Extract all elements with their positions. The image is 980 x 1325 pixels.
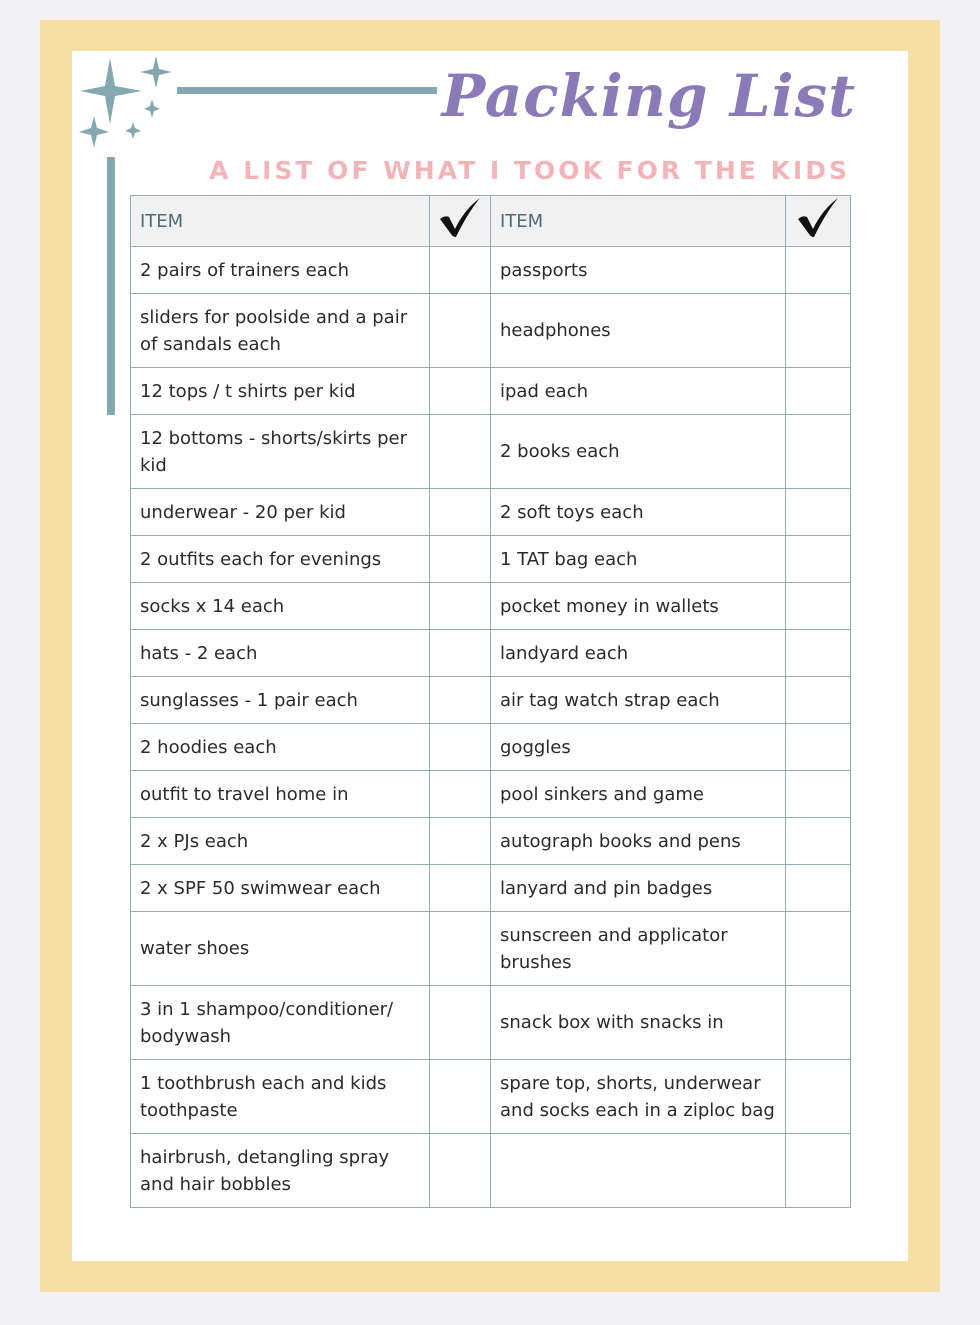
checkbox-cell[interactable] <box>786 771 851 818</box>
item-cell: sunscreen and applicator brushes <box>491 912 786 986</box>
item-cell: lanyard and pin badges <box>491 865 786 912</box>
checkbox-cell[interactable] <box>430 583 491 630</box>
checkbox-cell[interactable] <box>430 724 491 771</box>
table-row <box>131 247 851 294</box>
decorative-horizontal-line <box>177 87 437 94</box>
table-row <box>131 368 851 415</box>
checkbox-cell[interactable] <box>786 415 851 489</box>
table-row <box>131 677 851 724</box>
item-cell: ipad each <box>491 368 786 415</box>
item-cell: 1 toothbrush each and kids toothpaste <box>131 1060 430 1134</box>
checkbox-cell[interactable] <box>430 415 491 489</box>
item-cell: landyard each <box>491 630 786 677</box>
sparkle-icon <box>74 54 184 154</box>
checkbox-cell[interactable] <box>430 489 491 536</box>
table-row <box>131 1134 851 1208</box>
item-cell: 2 pairs of trainers each <box>131 247 430 294</box>
checkmark-icon <box>786 196 851 247</box>
item-cell: 1 TAT bag each <box>491 536 786 583</box>
checkmark-icon <box>430 196 491 247</box>
checkbox-cell[interactable] <box>430 368 491 415</box>
item-cell: sliders for poolside and a pair of sandals each <box>131 294 430 368</box>
checkbox-cell[interactable] <box>430 630 491 677</box>
checkbox-cell[interactable] <box>430 247 491 294</box>
checkbox-cell[interactable] <box>430 865 491 912</box>
checkbox-cell[interactable] <box>430 1134 491 1208</box>
checkbox-cell[interactable] <box>786 818 851 865</box>
item-cell: spare top, shorts, underwear and socks each in a ziploc bag <box>491 1060 786 1134</box>
item-cell: headphones <box>491 294 786 368</box>
table-row <box>131 912 851 986</box>
checkbox-cell[interactable] <box>786 489 851 536</box>
checkbox-cell[interactable] <box>430 818 491 865</box>
page-subtitle: A LIST OF WHAT I TOOK FOR THE KIDS <box>209 156 850 185</box>
table-row <box>131 583 851 630</box>
item-cell: 2 outfits each for evenings <box>131 536 430 583</box>
item-cell: 2 soft toys each <box>491 489 786 536</box>
table-row <box>131 986 851 1060</box>
checkbox-cell[interactable] <box>430 536 491 583</box>
item-cell: underwear - 20 per kid <box>131 489 430 536</box>
item-cell: outfit to travel home in <box>131 771 430 818</box>
checkbox-cell[interactable] <box>430 677 491 724</box>
checkbox-cell[interactable] <box>786 865 851 912</box>
item-cell: hats - 2 each <box>131 630 430 677</box>
table-row <box>131 489 851 536</box>
item-cell: goggles <box>491 724 786 771</box>
item-cell: pool sinkers and game <box>491 771 786 818</box>
item-cell: 2 hoodies each <box>131 724 430 771</box>
checkbox-cell[interactable] <box>786 986 851 1060</box>
checkbox-cell[interactable] <box>430 294 491 368</box>
item-cell: sunglasses - 1 pair each <box>131 677 430 724</box>
checkbox-cell[interactable] <box>786 1060 851 1134</box>
table-row <box>131 724 851 771</box>
item-cell <box>491 1134 786 1208</box>
checkbox-cell[interactable] <box>430 771 491 818</box>
table-row <box>131 415 851 489</box>
checkbox-cell[interactable] <box>786 912 851 986</box>
item-cell: 3 in 1 shampoo/conditioner/ bodywash <box>131 986 430 1060</box>
item-cell: pocket money in wallets <box>491 583 786 630</box>
checkbox-cell[interactable] <box>430 986 491 1060</box>
checkbox-cell[interactable] <box>786 677 851 724</box>
table-row <box>131 630 851 677</box>
item-cell: hairbrush, detangling spray and hair bobbles <box>131 1134 430 1208</box>
table-row <box>131 294 851 368</box>
item-cell: 2 books each <box>491 415 786 489</box>
table-row <box>131 771 851 818</box>
page-title: Packing List <box>441 62 856 130</box>
item-column-header-right: ITEM <box>491 196 786 247</box>
table-row <box>131 818 851 865</box>
table-row <box>131 1060 851 1134</box>
table-header-row <box>131 196 851 247</box>
checkbox-cell[interactable] <box>786 724 851 771</box>
item-cell: 12 bottoms - shorts/skirts per kid <box>131 415 430 489</box>
table-row <box>131 865 851 912</box>
item-cell: 12 tops / t shirts per kid <box>131 368 430 415</box>
checkbox-cell[interactable] <box>786 583 851 630</box>
checkbox-cell[interactable] <box>786 630 851 677</box>
item-cell: air tag watch strap each <box>491 677 786 724</box>
item-cell: 2 x SPF 50 swimwear each <box>131 865 430 912</box>
item-cell: passports <box>491 247 786 294</box>
item-cell: 2 x PJs each <box>131 818 430 865</box>
item-cell: water shoes <box>131 912 430 986</box>
decorative-vertical-line <box>107 157 115 415</box>
checkbox-cell[interactable] <box>786 1134 851 1208</box>
checkbox-cell[interactable] <box>786 368 851 415</box>
checkbox-cell[interactable] <box>430 1060 491 1134</box>
item-cell: autograph books and pens <box>491 818 786 865</box>
checkbox-cell[interactable] <box>430 912 491 986</box>
item-cell: snack box with snacks in <box>491 986 786 1060</box>
table-row <box>131 536 851 583</box>
checkbox-cell[interactable] <box>786 247 851 294</box>
packing-table <box>130 195 851 1208</box>
item-column-header-left: ITEM <box>131 196 430 247</box>
checkbox-cell[interactable] <box>786 536 851 583</box>
checkbox-cell[interactable] <box>786 294 851 368</box>
item-cell: socks x 14 each <box>131 583 430 630</box>
